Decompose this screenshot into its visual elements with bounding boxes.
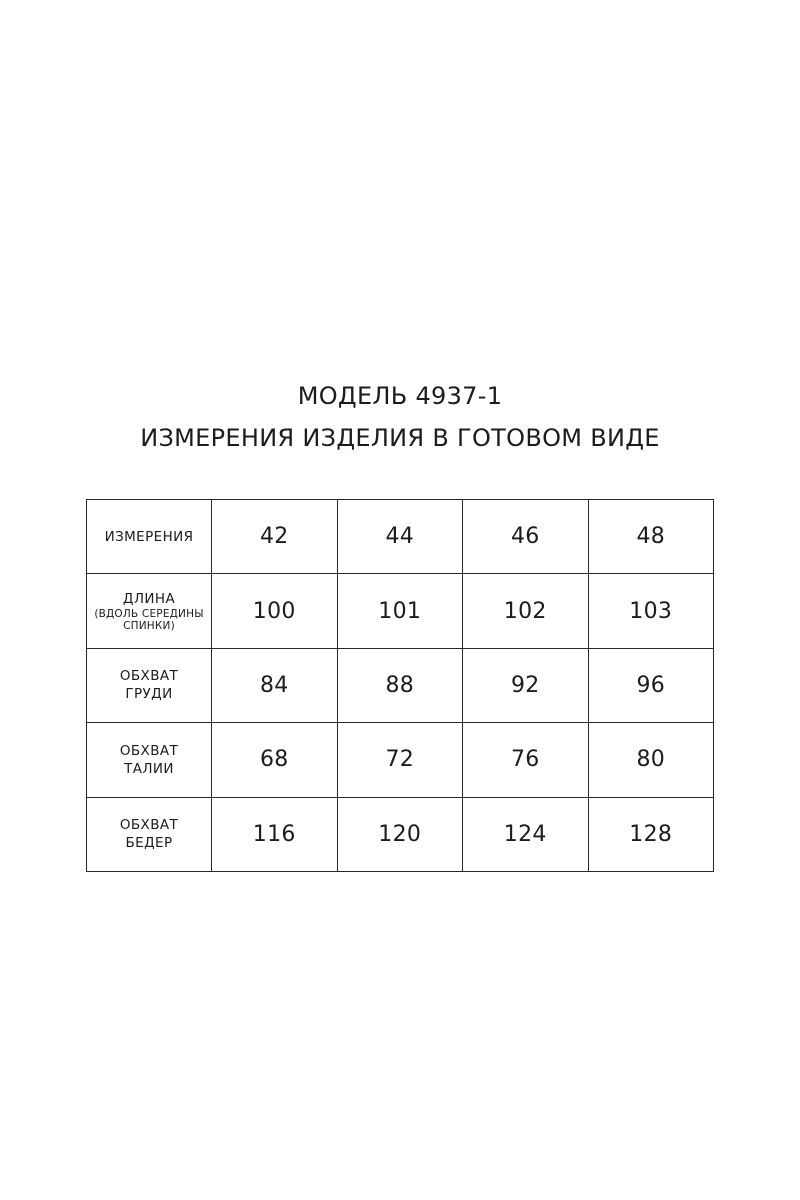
- row-label-text: ИЗМЕРЕНИЯ: [104, 528, 194, 545]
- table-cell: [337, 797, 463, 871]
- table-row-chest: [87, 648, 714, 722]
- table-cell: [588, 574, 714, 648]
- cell-value: 42: [259, 524, 289, 550]
- cell-value: 92: [510, 672, 540, 698]
- row-label-text: ГРУДИ: [125, 686, 173, 703]
- table-cell: [337, 500, 463, 574]
- cell-value: 124: [503, 821, 547, 847]
- row-label-text: ОБХВАТ: [119, 742, 179, 759]
- row-label-note: СПИНКИ): [123, 620, 175, 633]
- table-cell: [463, 723, 589, 797]
- cell-value: 80: [636, 747, 666, 773]
- cell-value: 44: [385, 524, 415, 550]
- row-label-length: [87, 574, 212, 648]
- cell-value: 120: [378, 821, 422, 847]
- table-cell: [463, 797, 589, 871]
- table-cell: [463, 574, 589, 648]
- row-label-text: ОБХВАТ: [119, 817, 179, 834]
- row-label-sizes: [87, 500, 212, 574]
- cell-value: 68: [259, 747, 289, 773]
- table-cell: [212, 574, 338, 648]
- table-cell: [588, 797, 714, 871]
- cell-value: 72: [385, 747, 415, 773]
- table-cell: [212, 648, 338, 722]
- row-label-text: ОБХВАТ: [119, 668, 179, 685]
- table-row-length: [87, 574, 714, 648]
- table-cell: [588, 723, 714, 797]
- table-cell: [463, 648, 589, 722]
- cell-value: 102: [503, 598, 547, 624]
- cell-value: 48: [636, 524, 666, 550]
- cell-value: 128: [629, 821, 673, 847]
- size-chart-table: [86, 499, 714, 872]
- table-cell: [337, 574, 463, 648]
- row-label-note: (ВДОЛЬ СЕРЕДИНЫ: [94, 608, 204, 621]
- table-cell: [212, 500, 338, 574]
- table-cell: [212, 797, 338, 871]
- table-cell: [463, 500, 589, 574]
- cell-value: 100: [252, 598, 296, 624]
- table-cell: [337, 723, 463, 797]
- table-cell: [588, 500, 714, 574]
- table-cell: [337, 648, 463, 722]
- table-row-hips: [87, 797, 714, 871]
- row-label-text: ТАЛИИ: [124, 760, 174, 777]
- cell-value: 103: [629, 598, 673, 624]
- cell-value: 76: [510, 747, 540, 773]
- table-cell: [212, 723, 338, 797]
- table-row-sizes: [87, 500, 714, 574]
- row-label-waist: [87, 723, 212, 797]
- cell-value: 46: [510, 524, 540, 550]
- page-subtitle: ИЗМЕРЕНИЯ ИЗДЕЛИЯ В ГОТОВОМ ВИДЕ: [140, 424, 660, 452]
- cell-value: 116: [252, 821, 296, 847]
- row-label-text: ДЛИНА: [122, 591, 176, 608]
- row-label-text: БЕДЕР: [125, 835, 173, 852]
- table-row-waist: [87, 723, 714, 797]
- table-cell: [588, 648, 714, 722]
- row-label-chest: [87, 648, 212, 722]
- cell-value: 84: [259, 672, 289, 698]
- cell-value: 96: [636, 672, 666, 698]
- cell-value: 101: [378, 598, 422, 624]
- model-title: МОДЕЛЬ 4937-1: [297, 382, 503, 410]
- cell-value: 88: [385, 672, 415, 698]
- row-label-hips: [87, 797, 212, 871]
